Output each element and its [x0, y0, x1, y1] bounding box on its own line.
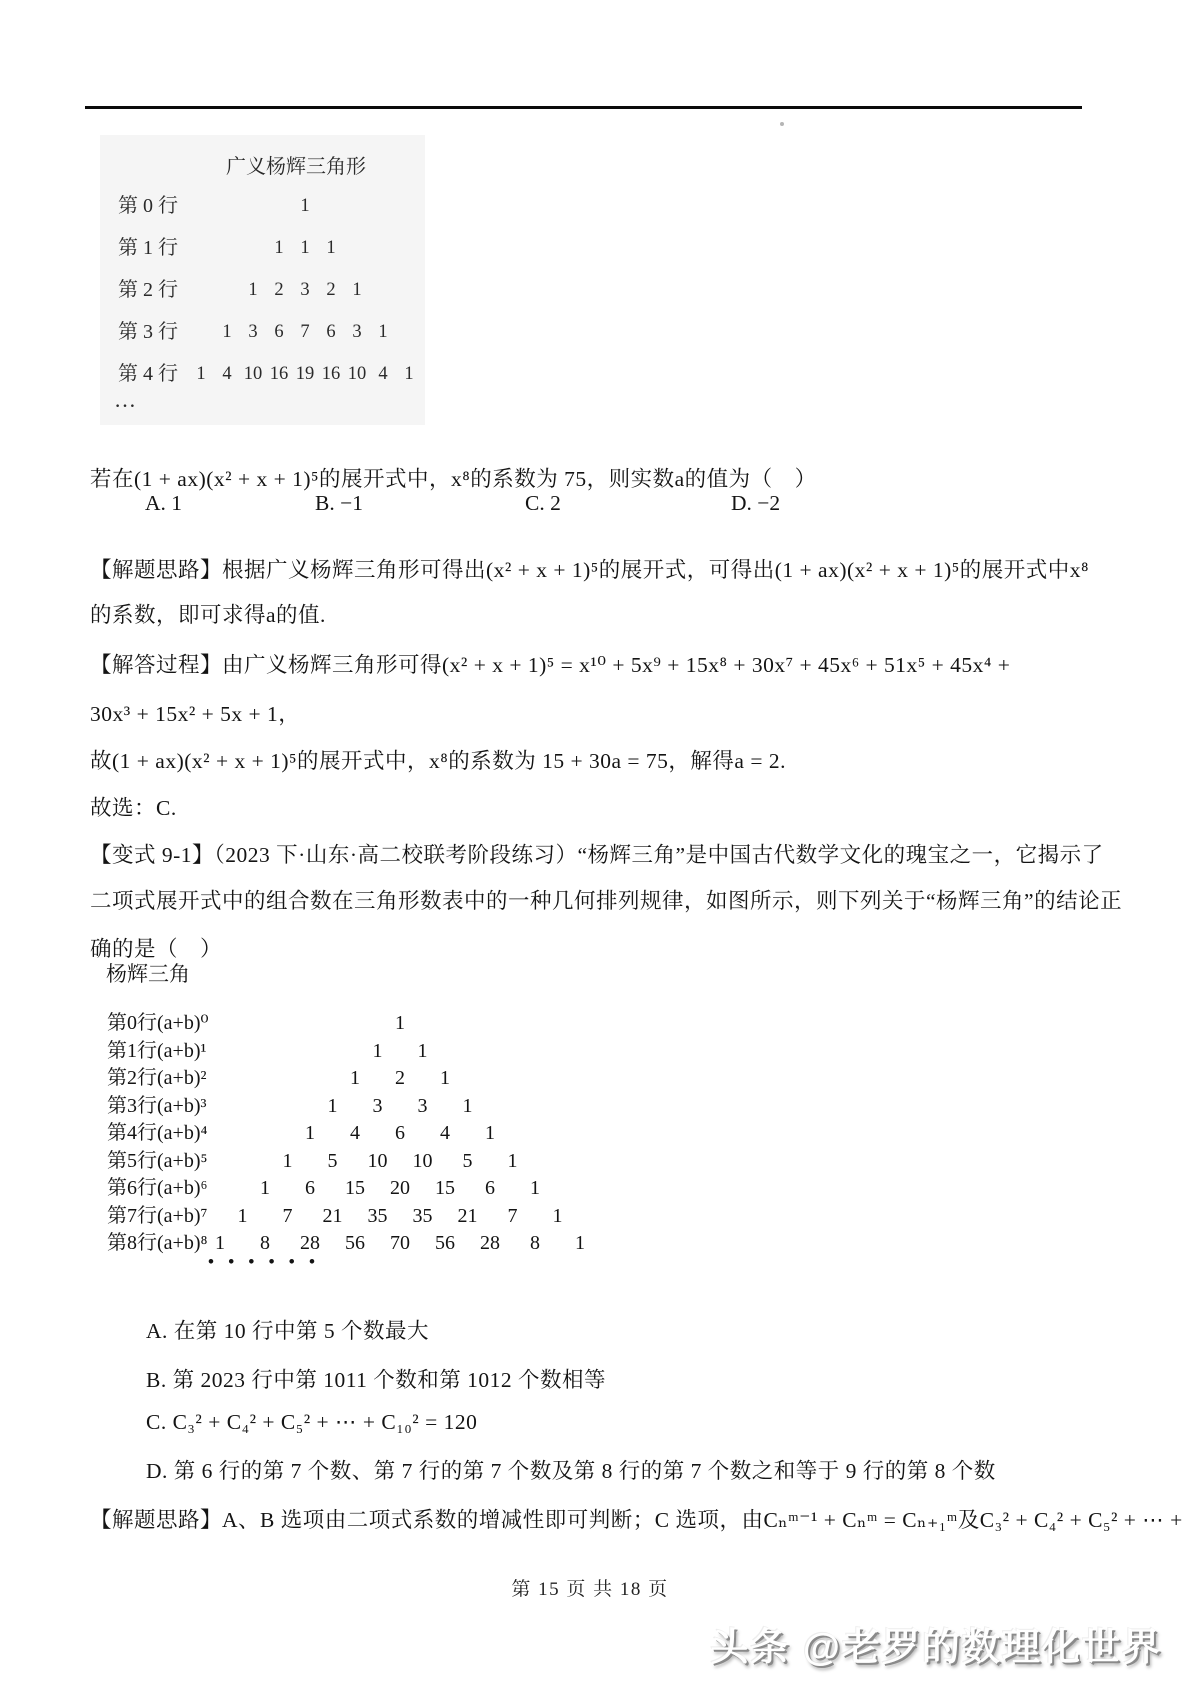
triangle-number: 56	[345, 1232, 365, 1254]
triangle-row-label: 第8行(a+b)⁸	[107, 1232, 208, 1254]
problem1-options-row	[90, 490, 780, 516]
triangle-row	[100, 227, 425, 269]
problem1-option-d: D. −2	[731, 491, 781, 515]
problem2-option-d: D. 第 6 行的第 7 个数、第 7 行的第 7 个数及第 8 行的第 7 个数之和等于 9 行的第 8 个数	[146, 1458, 996, 1483]
header-rule	[85, 106, 1082, 109]
triangle-number: 7	[507, 1204, 518, 1227]
triangle-row	[90, 1065, 790, 1093]
triangle-number: 5	[327, 1149, 338, 1172]
triangle-number: 3	[352, 322, 362, 342]
triangle-row-label: 第4行(a+b)⁴	[107, 1122, 208, 1144]
triangle-number: 7	[300, 322, 310, 342]
triangle-row	[90, 1038, 790, 1066]
triangle-number: 1	[352, 280, 362, 300]
figure1-title: 广义杨辉三角形	[226, 156, 366, 178]
triangle-number: 10	[412, 1149, 433, 1172]
triangle-number: 4	[350, 1122, 360, 1144]
triangle-number: 1	[300, 238, 310, 258]
triangle-number: 6	[485, 1177, 495, 1199]
triangle-number: 10	[347, 364, 367, 384]
triangle-row-label: 第7行(a+b)⁷	[107, 1204, 208, 1227]
triangle-row-label: 第 0 行	[118, 195, 178, 217]
triangle-number: 19	[295, 364, 315, 384]
triangle-number: 6	[326, 322, 336, 342]
triangle-number: 56	[435, 1232, 455, 1254]
triangle-number: 1	[395, 1012, 405, 1034]
triangle-row-numbers	[145, 1093, 655, 1121]
triangle-number: 2	[274, 280, 284, 300]
triangle-row-numbers	[175, 185, 435, 227]
triangle-number: 16	[269, 364, 289, 384]
triangle-row	[90, 1093, 790, 1121]
triangle-row-numbers	[145, 1175, 655, 1203]
figure2-title: 杨辉三角	[106, 962, 190, 986]
triangle-row-numbers	[175, 353, 435, 395]
triangle-number: 1	[485, 1122, 495, 1144]
triangle-number: 1	[530, 1177, 540, 1199]
problem1-analysis-line-2: 的系数，即可求得a的值.	[90, 602, 326, 627]
triangle-row-label: 第 2 行	[118, 279, 178, 301]
triangle-number: 1	[575, 1232, 585, 1254]
triangle-number: 10	[243, 364, 263, 384]
triangle-number: 1	[372, 1039, 383, 1062]
problem1-solution-line-3: 故(1 + ax)(x² + x + 1)⁵的展开式中，x⁸的系数为 15 + 30a = 75，解得a = 2.	[90, 748, 786, 773]
triangle-row-numbers	[145, 1120, 655, 1148]
problem2-option-a: A. 在第 10 行中第 5 个数最大	[146, 1318, 430, 1343]
page-footer: 第 15 页 共 18 页	[511, 1579, 669, 1600]
triangle-row-label: 第0行(a+b)⁰	[107, 1012, 209, 1034]
figure1-triangle-rows	[100, 185, 425, 395]
triangle-row-numbers	[145, 1148, 655, 1176]
triangle-row	[100, 185, 425, 227]
problem2-analysis-line: 【解题思路】A、B 选项由二项式系数的增减性即可判断；C 选项，由Cₙᵐ⁻¹ + Cₙᵐ = Cₙ₊₁ᵐ及C₃² + C₄² + C₅² + ⋯ +	[90, 1507, 1183, 1532]
triangle-number: 1	[274, 238, 284, 258]
triangle-number: 15	[435, 1177, 455, 1199]
triangle-number: 21	[457, 1204, 478, 1227]
triangle-number: 7	[282, 1204, 293, 1227]
triangle-row	[90, 1148, 790, 1176]
triangle-number: 1	[237, 1204, 248, 1227]
triangle-row-label: 第 3 行	[118, 321, 178, 343]
triangle-number: 4	[222, 364, 232, 384]
watermark: 头条 @老罗的数理化世界	[710, 1627, 1162, 1669]
problem1-stem: 若在(1 + ax)(x² + x + 1)⁵的展开式中，x⁸的系数为 75，则实数a的值为（ ）	[90, 466, 817, 491]
triangle-number: 6	[395, 1122, 405, 1144]
triangle-row	[90, 1175, 790, 1203]
triangle-number: 8	[530, 1232, 540, 1254]
triangle-number: 1	[222, 322, 232, 342]
triangle-number: 1	[417, 1039, 428, 1062]
triangle-number: 3	[248, 322, 258, 342]
triangle-row-label: 第2行(a+b)²	[107, 1067, 207, 1089]
triangle-number: 28	[300, 1232, 320, 1254]
problem1-solution-line-2: 30x³ + 15x² + 5x + 1，	[90, 701, 301, 726]
triangle-row-label: 第3行(a+b)³	[107, 1094, 207, 1117]
problem1-analysis-line-1: 【解题思路】根据广义杨辉三角形可得出(x² + x + 1)⁵的展开式，可得出(1 + ax)(x² + x + 1)⁵的展开式中x⁸	[90, 557, 1090, 582]
triangle-number: 3	[417, 1094, 428, 1117]
triangle-number: 1	[350, 1067, 360, 1089]
triangle-number: 15	[345, 1177, 365, 1199]
figure2-yanghui-triangle	[90, 1010, 790, 1258]
problem1-option-a: A. 1	[145, 491, 183, 515]
problem1-answer: 故选：C.	[90, 795, 177, 820]
triangle-row-numbers	[175, 227, 435, 269]
triangle-number: 1	[326, 238, 336, 258]
problem2-intro-line-3: 确的是（ ）	[90, 936, 223, 961]
triangle-row-numbers	[175, 269, 435, 311]
problem2-option-c: C. C₃² + C₄² + C₅² + ⋯ + C₁₀² = 120	[146, 1409, 478, 1434]
triangle-number: 1	[248, 280, 258, 300]
problem1-option-c: C. 2	[525, 491, 561, 515]
triangle-row-label: 第5行(a+b)⁵	[107, 1149, 208, 1172]
figure-generalized-yanghui-triangle	[100, 135, 425, 425]
triangle-number: 70	[390, 1232, 410, 1254]
triangle-row-label: 第 4 行	[118, 363, 178, 385]
triangle-number: 8	[260, 1232, 270, 1254]
triangle-number: 1	[215, 1232, 225, 1254]
triangle-number: 21	[322, 1204, 343, 1227]
triangle-number: 10	[367, 1149, 388, 1172]
problem2-intro-line-1: 【变式 9-1】（2023 下·山东·高二校联考阶段练习）“杨辉三角”是中国古代数学文化的瑰宝之一，它揭示了	[90, 842, 1104, 867]
triangle-row-label: 第6行(a+b)⁶	[107, 1177, 208, 1199]
triangle-number: 6	[305, 1177, 315, 1199]
figure1-ellipsis: …	[114, 387, 138, 412]
triangle-number: 28	[480, 1232, 500, 1254]
triangle-row	[90, 1203, 790, 1231]
triangle-row-numbers	[145, 1065, 655, 1093]
triangle-number: 1	[462, 1094, 473, 1117]
triangle-number: 1	[327, 1094, 338, 1117]
triangle-number: 6	[274, 322, 284, 342]
triangle-number: 1	[300, 196, 310, 216]
triangle-row-label: 第 1 行	[118, 237, 178, 259]
triangle-number: 1	[305, 1122, 315, 1144]
triangle-number: 2	[395, 1067, 405, 1089]
triangle-number: 1	[440, 1067, 450, 1089]
triangle-row	[100, 311, 425, 353]
triangle-row-numbers	[175, 311, 435, 353]
triangle-row	[100, 269, 425, 311]
triangle-row	[90, 1120, 790, 1148]
triangle-row-numbers	[145, 1010, 655, 1038]
triangle-row-numbers	[145, 1203, 655, 1231]
problem1-solution-line-1: 【解答过程】由广义杨辉三角形可得(x² + x + 1)⁵ = x¹⁰ + 5x⁹ + 15x⁸ + 30x⁷ + 45x⁶ + 51x⁵ + 45x⁴ +	[90, 652, 1011, 677]
triangle-number: 20	[390, 1177, 410, 1199]
triangle-number: 1	[260, 1177, 270, 1199]
problem2-intro-line-2: 二项式展开式中的组合数在三角形数表中的一种几何排列规律，如图所示，则下列关于“杨辉三角”的结论正	[90, 888, 1123, 913]
problem2-option-b: B. 第 2023 行中第 1011 个数和第 1012 个数相等	[146, 1367, 607, 1392]
problem1-option-b: B. −1	[315, 491, 363, 515]
triangle-row	[90, 1230, 790, 1258]
triangle-number: 3	[372, 1094, 383, 1117]
triangle-number: 16	[321, 364, 341, 384]
triangle-number: 1	[404, 364, 414, 384]
triangle-row	[90, 1010, 790, 1038]
triangle-number: 2	[326, 280, 336, 300]
triangle-number: 5	[462, 1149, 473, 1172]
triangle-number: 4	[378, 364, 388, 384]
triangle-number: 35	[412, 1204, 433, 1227]
triangle-number: 3	[300, 280, 310, 300]
triangle-number: 4	[440, 1122, 450, 1144]
figure2-dots: • • • • • •	[208, 1252, 320, 1271]
triangle-number: 35	[367, 1204, 388, 1227]
triangle-number: 1	[196, 364, 206, 384]
triangle-row	[100, 353, 425, 395]
triangle-row-numbers	[145, 1038, 655, 1066]
triangle-number: 1	[282, 1149, 293, 1172]
triangle-number: 1	[378, 322, 388, 342]
triangle-number: 1	[552, 1204, 563, 1227]
stray-dot	[780, 122, 784, 126]
triangle-number: 1	[507, 1149, 518, 1172]
triangle-row-label: 第1行(a+b)¹	[107, 1039, 207, 1062]
